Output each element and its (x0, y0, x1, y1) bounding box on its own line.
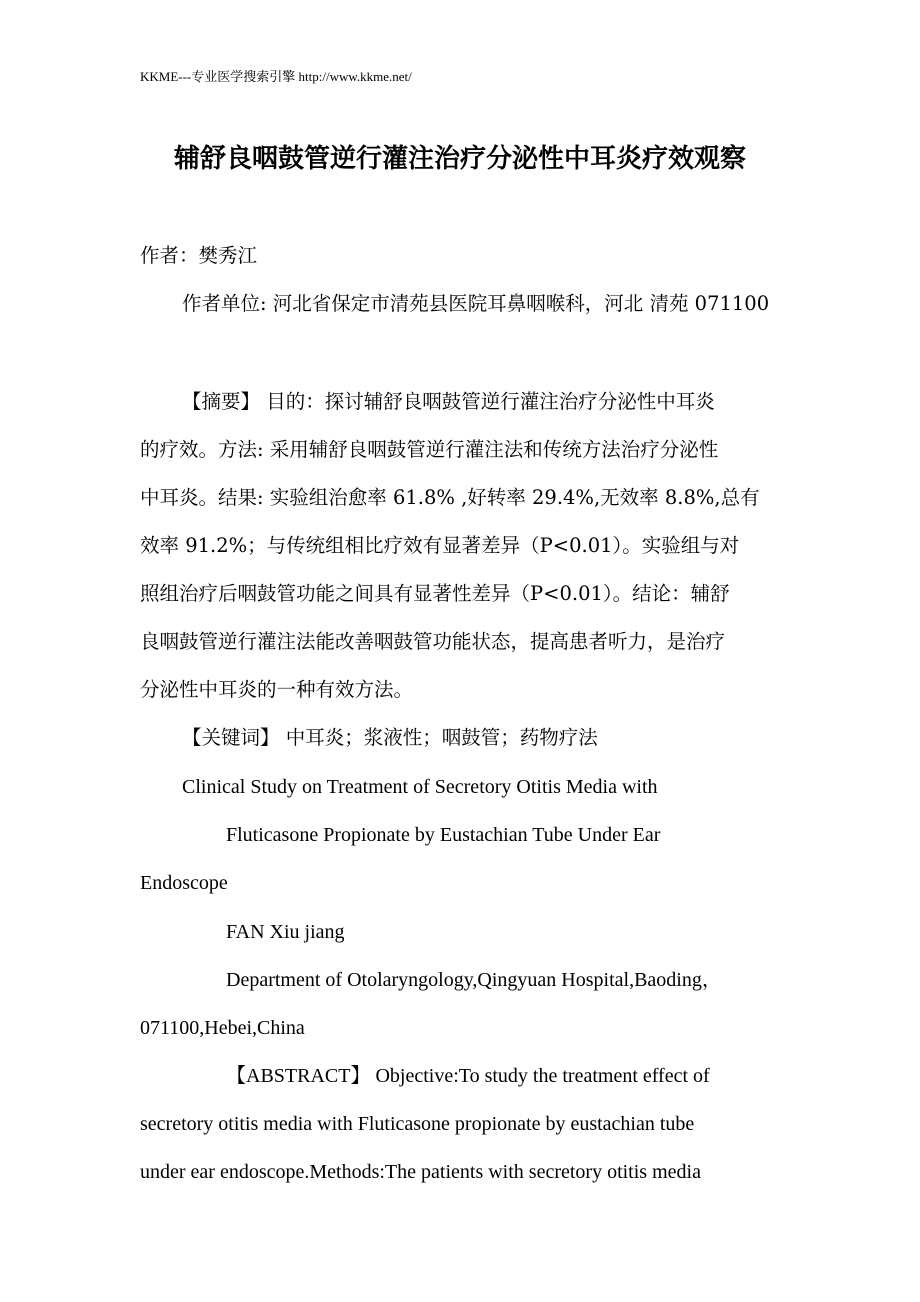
english-affiliation-line: Department of Otolaryngology,Qingyuan Hospital,Baoding， (226, 969, 722, 991)
english-title-line: Fluticasone Propionate by Eustachian Tube Under Ear (226, 824, 661, 846)
abstract-cn-line: 分泌性中耳炎的一种有效方法。 (140, 678, 414, 701)
english-title-line: Endoscope (140, 872, 228, 894)
english-abstract-line: secretory otitis media with Fluticasone propionate by eustachian tube (140, 1113, 695, 1135)
english-abstract-line: 【ABSTRACT】 Objective:To study the treatment effect of (226, 1065, 710, 1087)
english-title-line: Clinical Study on Treatment of Secretory Otitis Media with (182, 776, 658, 798)
english-abstract-line: under ear endoscope.Methods:The patients with secretory otitis media (140, 1161, 701, 1183)
paper-title: 辅舒良咽鼓管逆行灌注治疗分泌性中耳炎疗效观察 (173, 144, 746, 174)
page-header: KKME---专业医学搜索引擎 http://www.kkme.net/ (140, 69, 412, 84)
abstract-cn-line: 的疗效。方法: 采用辅舒良咽鼓管逆行灌注法和传统方法治疗分泌性 (140, 438, 719, 461)
author-line: 作者：樊秀江 (140, 244, 258, 267)
abstract-cn-line: 效率 91.2%；与传统组相比疗效有显著差异（P<0.01）。实验组与对 (140, 534, 740, 557)
keywords-cn: 【关键词】 中耳炎；浆液性；咽鼓管；药物疗法 (182, 726, 598, 749)
abstract-cn-line: 良咽鼓管逆行灌注法能改善咽鼓管功能状态，提高患者听力，是治疗 (140, 630, 726, 653)
abstract-cn-line: 中耳炎。结果: 实验组治愈率 61.8% ,好转率 29.4%,无效率 8.8%,总有 (140, 486, 760, 509)
abstract-cn-line: 【摘要】 目的：探讨辅舒良咽鼓管逆行灌注治疗分泌性中耳炎 (182, 390, 715, 413)
english-author: FAN Xiu jiang (226, 921, 345, 943)
abstract-cn-line: 照组治疗后咽鼓管功能之间具有显著性差异（P<0.01）。结论：辅舒 (140, 582, 730, 605)
english-affiliation-line: 071100,Hebei,China (140, 1017, 305, 1039)
author-affiliation: 作者单位: 河北省保定市清苑县医院耳鼻咽喉科，河北 清苑 071100 (182, 292, 770, 315)
